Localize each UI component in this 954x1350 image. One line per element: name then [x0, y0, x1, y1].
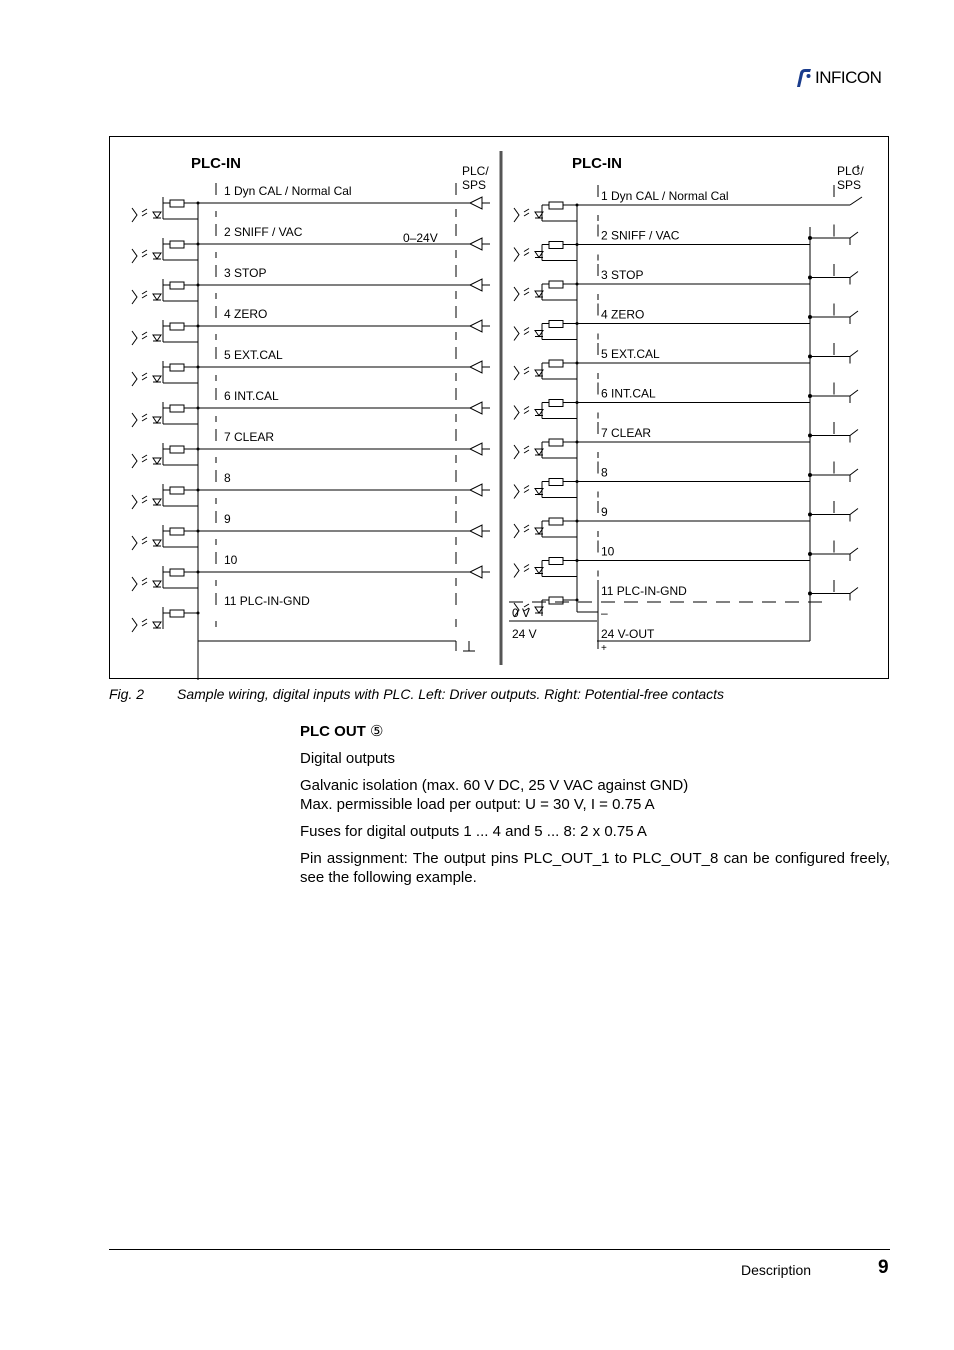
section-heading-text: PLC OUT	[300, 723, 366, 740]
left-pin-label: 7 CLEAR	[224, 430, 275, 444]
contact-switch-icon	[850, 390, 858, 396]
right-pin-row	[542, 185, 858, 245]
right-pin-label: 5 EXT.CAL	[601, 347, 660, 361]
optocoupler-icon	[514, 564, 543, 578]
driver-output-icon	[470, 443, 482, 455]
right-pin-row	[542, 422, 858, 482]
right-pin-row	[542, 383, 858, 443]
optocoupler-icon	[514, 366, 543, 380]
section-heading-marker: ⑤	[370, 723, 384, 740]
optocoupler-icon	[132, 536, 161, 550]
para-galvanic-line2: Max. permissible load per output: U = 30 V, I = 0.75 A	[300, 796, 655, 813]
footer-rule	[109, 1249, 890, 1250]
driver-output-icon	[470, 320, 482, 332]
right-pin-row	[542, 264, 858, 324]
right-pin-row	[542, 343, 858, 403]
right-pin-row	[542, 580, 834, 616]
left-pin-row	[163, 224, 490, 260]
left-pin-row	[163, 388, 490, 424]
optocoupler-icon	[514, 406, 543, 420]
optocoupler-icon	[132, 372, 161, 386]
right-pin-label: 2 SNIFF / VAC	[601, 228, 680, 243]
driver-output-icon	[470, 525, 482, 537]
right-pin-label: 3 STOP	[601, 268, 644, 282]
driver-output-icon	[470, 361, 482, 373]
left-pin-label: 11 PLC-IN-GND	[224, 594, 310, 608]
optocoupler-icon	[132, 331, 161, 345]
optocoupler-icon	[132, 618, 161, 632]
left-pin-row	[163, 429, 490, 465]
optocoupler-icon	[132, 208, 161, 222]
optocoupler-icon	[514, 287, 543, 301]
driver-output-icon	[470, 566, 482, 578]
right-pin-label: 7 CLEAR	[601, 426, 652, 440]
footer-section: Description	[741, 1262, 812, 1278]
optocoupler-icon	[514, 248, 543, 262]
contact-switch-icon	[850, 548, 858, 554]
wiring-diagram	[109, 136, 889, 679]
optocoupler-icon	[132, 577, 161, 591]
optocoupler-icon	[514, 524, 543, 538]
left-pin-label: 9	[224, 512, 231, 526]
optocoupler-icon	[514, 208, 543, 222]
right-24v-out: 24 V-OUT	[601, 627, 655, 641]
left-pin-row	[163, 552, 490, 588]
left-pin-label: 4 ZERO	[224, 307, 268, 321]
caption-number: Fig. 2	[109, 686, 145, 702]
right-24v: 24 V	[512, 627, 537, 641]
right-pin-row	[542, 462, 858, 522]
right-pin-label: 11 PLC-IN-GND	[601, 584, 687, 598]
left-pin-label: 8	[224, 471, 231, 485]
left-pin-row	[163, 511, 490, 547]
right-pin-row	[542, 541, 858, 601]
left-pin-label: 5 EXT.CAL	[224, 348, 283, 362]
left-pin-row	[163, 183, 490, 219]
driver-output-icon	[470, 484, 482, 496]
para-fuses: Fuses for digital outputs 1 ... 4 and 5 ... 8: 2 x 0.75 A	[300, 823, 647, 840]
optocoupler-icon	[132, 249, 161, 263]
right-minus: –	[601, 606, 608, 620]
right-pin-label: 4 ZERO	[601, 307, 645, 322]
right-pin-row	[542, 225, 858, 285]
contact-switch-icon	[850, 588, 858, 594]
inficon-logo-mark-icon	[795, 67, 813, 89]
left-pin-row	[163, 306, 490, 342]
para-pin-assignment: Pin assignment: The output pins PLC_OUT_1 to PLC_OUT_8 can be configured freely, see the following example.	[300, 850, 890, 886]
right-plus: +	[601, 643, 607, 654]
optocoupler-icon	[514, 445, 543, 459]
left-plc-label-2: SPS	[462, 178, 487, 192]
optocoupler-icon	[514, 485, 543, 499]
right-zero-v: 0 V	[512, 606, 531, 620]
inficon-logo	[795, 66, 881, 90]
right-pin-label: 10	[601, 544, 615, 559]
caption-text: Sample wiring, digital inputs with PLC. Left: Driver outputs. Right: Potential-free contacts	[177, 686, 725, 702]
driver-output-icon	[470, 402, 482, 414]
right-title: PLC-IN	[572, 155, 622, 172]
wiring-diagram-svg	[110, 137, 890, 680]
figure-caption	[109, 686, 724, 702]
driver-output-icon	[470, 279, 482, 291]
contact-switch-icon	[850, 351, 858, 357]
left-pin-row	[163, 265, 490, 301]
left-pin-row	[163, 347, 490, 383]
left-voltage-label: 0–24V	[403, 231, 438, 245]
right-pin-label: 8	[601, 465, 608, 480]
para-digital-outputs: Digital outputs	[300, 750, 396, 767]
contact-switch-icon	[850, 232, 858, 238]
left-title: PLC-IN	[191, 155, 241, 172]
left-pin-label: 10	[224, 553, 238, 567]
right-plc-label-2: SPS	[837, 178, 862, 192]
right-pin-label: 6 INT.CAL	[601, 386, 656, 401]
logo-text: INFICON	[815, 68, 882, 87]
contact-switch-icon	[850, 430, 858, 436]
left-plc-label-1: PLC/	[462, 164, 489, 178]
left-pin-label: 2 SNIFF / VAC	[224, 225, 303, 239]
contact-switch-icon	[850, 272, 858, 278]
optocoupler-icon	[132, 454, 161, 468]
contact-switch-icon	[850, 311, 858, 317]
section-heading	[300, 722, 890, 741]
left-pin-row	[163, 470, 490, 506]
contact-switch-icon	[850, 509, 858, 515]
section-body	[300, 722, 890, 895]
right-pin-row	[542, 304, 858, 364]
right-pin-row	[542, 501, 858, 561]
contact-switch-icon	[850, 469, 858, 475]
left-pin-row	[163, 593, 475, 651]
right-plc-label-1: PLC/	[837, 164, 864, 178]
right-pin-label: 9	[601, 505, 608, 519]
para-galvanic	[300, 776, 890, 814]
right-pin-label: 1 Dyn CAL / Normal Cal	[601, 189, 729, 203]
page-number: 9	[878, 1257, 889, 1278]
optocoupler-icon	[132, 290, 161, 304]
left-pin-label: 3 STOP	[224, 266, 267, 280]
left-pin-label: 6 INT.CAL	[224, 389, 279, 403]
optocoupler-icon	[514, 327, 543, 341]
driver-output-icon	[470, 197, 482, 209]
optocoupler-icon	[132, 495, 161, 509]
para-galvanic-line1: Galvanic isolation (max. 60 V DC, 25 V VAC against GND)	[300, 777, 689, 794]
left-pin-label: 1 Dyn CAL / Normal Cal	[224, 184, 352, 198]
driver-output-icon	[470, 238, 482, 250]
optocoupler-icon	[132, 413, 161, 427]
